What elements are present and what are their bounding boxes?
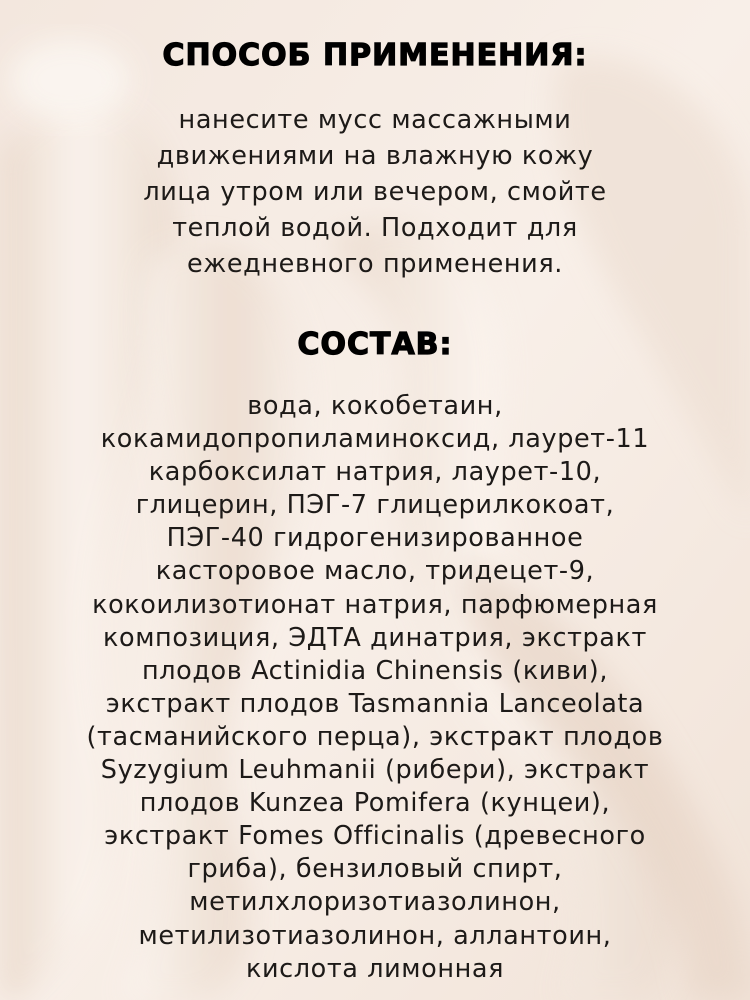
composition-line: карбоксилат натрия, лаурет-10, (148, 457, 602, 488)
composition-line: плодов Kunzea Pomifera (кунцеи), (139, 788, 611, 819)
composition-line: экстракт Fomes Officinalis (древесного (104, 821, 646, 852)
composition-line: кокамидопропиламиноксид, лаурет-11 (100, 424, 650, 455)
usage-line: теплой водой. Подходит для (172, 213, 578, 243)
composition-line: кокоилизотионат натрия, парфюмерная (92, 589, 658, 620)
usage-line: движениями на влажную кожу (156, 141, 594, 171)
composition-line: экстракт плодов Tasmannia Lanceolata (105, 688, 645, 719)
composition-line: Syzygium Leuhmanii (рибери), экстракт (100, 755, 650, 786)
composition-line: метилхлоризотиазолинон, (189, 887, 561, 918)
composition-line: (тасманийского перца), экстракт плодов (86, 721, 664, 752)
composition-text (20, 390, 730, 986)
composition-line: касторовое масло, тридецет-9, (155, 556, 595, 587)
usage-text (20, 102, 730, 282)
composition-line: ПЭГ-40 гидрогенизированное (166, 523, 584, 554)
usage-line: лица утром или вечером, смойте (143, 177, 607, 207)
composition-line: гриба), бензиловый спирт, (187, 854, 563, 885)
usage-title: СПОСОБ ПРИМЕНЕНИЯ: (162, 38, 588, 73)
composition-line: плодов Actinidia Chinensis (киви), (141, 655, 609, 686)
composition-line: вода, кокобетаин, (247, 391, 503, 421)
usage-line: ежедневного применения. (187, 249, 563, 279)
composition-title: СОСТАВ: (297, 327, 453, 362)
composition-line: кислота лимонная (245, 953, 505, 984)
composition-line: глицерин, ПЭГ-7 глицерилкокоат, (135, 490, 615, 521)
composition-line: композиция, ЭДТА динатрия, экстракт (103, 622, 647, 653)
usage-line: нанесите мусс массажными (178, 105, 572, 135)
composition-line: метилизотиазолинон, аллантоин, (138, 920, 612, 951)
